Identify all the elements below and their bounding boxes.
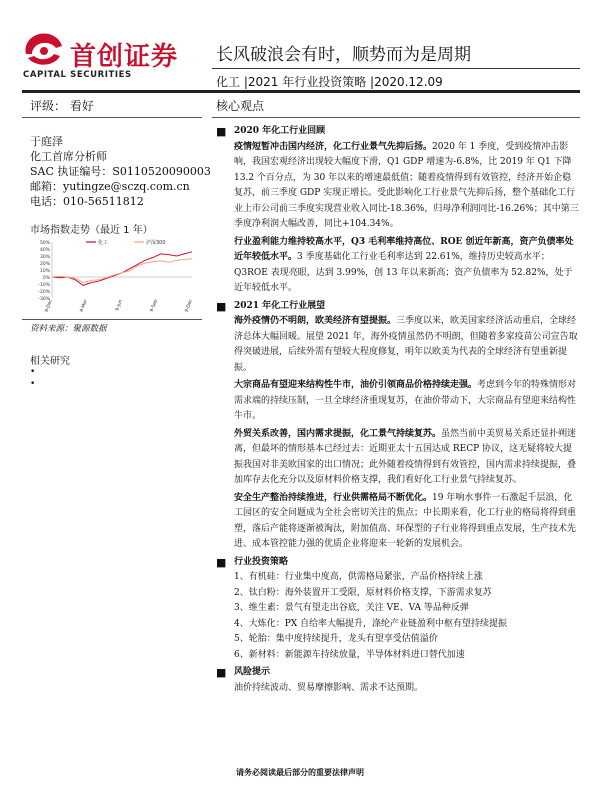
related-item: • [30, 379, 36, 389]
y-tick-label: 0% [42, 276, 50, 281]
chart-divider [22, 319, 202, 320]
related-item: • [30, 367, 36, 377]
core-divider [212, 117, 580, 118]
paragraph: 行业盈利能力维持较高水平，Q3 毛利率维持高位、ROE 创近年新高，资产负债率处近年较低水平。3 季度基础化工行业毛利率达到 22.61%，维持历史较高水平；Q3ROE 表现亮眼，达到 3.99%，创 13 年以来新高；资产负债率为 52.82%，处于近年较低水平。 [234, 236, 574, 293]
strategy-item: 2、钛白粉：海外装置开工受限，原材料价格支撑，下游需求复苏 [234, 587, 492, 598]
section-heading: ■ 2020 年化工行业回顾 [216, 125, 326, 138]
strategy-item: 6、新材料：新能源车持续放量，半导体材料进口替代加速 [234, 649, 465, 660]
paragraph: 大宗商品有望迎来结构性牛市，油价引领商品价格持续走强。考虑到今年的特殊情形对需求端的持续压制，一旦全球经济重现复苏，在油价带动下，大宗商品有望迎来结构性牛市。 [234, 380, 577, 421]
bullet-icon: ■ [216, 666, 227, 679]
x-tick-label: 9-Mar [79, 298, 89, 313]
company-logo [22, 32, 202, 82]
rating: 评级： 看好 [30, 99, 94, 113]
analyst-role: 化工首席分析师 [30, 150, 107, 163]
analyst-email: 邮箱：yutingze@sczq.com.cn [30, 180, 190, 193]
strategy-item: 5、轮胎：集中度持续提升，龙头有望享受估值溢价 [234, 634, 438, 644]
bullet-icon: ■ [216, 555, 227, 569]
section-heading: ■ 2021 年化工行业展望 [216, 299, 326, 313]
strategy-item: 3、维生素：景气有望走出谷底，关注 VE、VA 等品种反弹 [234, 603, 469, 613]
x-tick-label: 9-Dec [184, 298, 194, 314]
paragraph: 外贸关系改善，国内需求提振，化工景气持续复苏。虽然当前中美贸易关系还显扑朔迷离，但最坏的情形基本已经过去：近期亚太十五国达成 RECP 协议，这无疑将较大提振我国对非美欧国家的出口情况；此外随着疫情得到有效管控，国内需求持续提振，叠加库存去化充分以及原材料价格支撑，我们看好化工行业景气持续复苏。 [234, 428, 577, 485]
logo-text-en: CAPITAL SECURITIES [23, 70, 132, 80]
left-divider [22, 117, 202, 118]
x-tick-label: 9-Dec [44, 298, 54, 314]
logo-mark-icon [22, 32, 66, 68]
logo-text-cn: 首创证券 [70, 42, 179, 72]
related-research-title: 相关研究 [30, 356, 70, 367]
paragraph: 海外疫情仍不明朗，欧美经济有望提振。三季度以来，欧美国家经济活动重启，全球经济总体大幅回暖。展望 2021 年，海外疫情虽然仍不明朗，但随着多家疫苗公司宣告取得突破进展，后续外需有望较大程度修复，明年以欧美为代表的全球经济有望重新提振。 [234, 316, 578, 373]
legal-footer: 请务必阅读最后部分的重要法律声明 [236, 767, 364, 777]
x-tick-label: 9-Sep [149, 298, 159, 313]
y-tick-label: 40% [39, 248, 50, 253]
report-title: 长风破浪会有时，顺势而为是周期 [216, 45, 471, 65]
core-views-content [214, 122, 580, 696]
market-index-title: 市场指数走势（最近 1 年） [30, 225, 153, 236]
y-tick-label: -30% [38, 297, 50, 302]
core-views-title: 核心观点 [216, 99, 265, 113]
analyst-sac: SAC 执证编号：S0110520090003 [30, 165, 211, 178]
section-heading: ■ 风险提示 [216, 666, 271, 679]
strategy-item: 1、有机硅：行业集中度高，供需格局紧张，产品价格持续上涨 [234, 572, 483, 582]
related-research-list [30, 366, 35, 390]
bullet-icon: ■ [216, 125, 227, 138]
x-tick-label: 9-Jun [115, 298, 124, 312]
series-line-0 [52, 252, 192, 286]
y-tick-label: -10% [38, 283, 50, 288]
bullet-icon: ■ [216, 299, 227, 313]
strategy-item: 4、大炼化：PX 自给率大幅提升，涤纶产业链盈利中枢有望持续提振 [234, 618, 508, 629]
y-tick-label: 10% [39, 269, 50, 274]
y-tick-label: 30% [39, 255, 50, 260]
paragraph: 疫情短暂冲击国内经济，化工行业景气先抑后扬。2020 年 1 季度，受到疫情冲击影响，我国宏观经济出现较大幅度下滑，Q1 GDP 增速为-6.8%，比 2019 年 Q1 下降 13.2 个百分点，为 30 年以来的增速最低值；随着疫情得到有效管控，经济开始企稳复苏，前三季度 GDP 实现正增长。受此影响化工行业景气先抑后扬，整个基础化工行业上市公司前三季度实现营业收入同比-18.36%，归母净利润同比-16.26%；其中第三季度净利润大幅改善，同比+104.34%。 [234, 141, 579, 229]
risk-item: 油价持续波动、贸易摩擦影响、需求不达预期。 [234, 682, 424, 693]
y-tick-label: 20% [39, 262, 50, 267]
analyst-phone: 电话：010-56511812 [30, 195, 144, 208]
chart-source: 资料来源：聚源数据 [30, 324, 107, 334]
y-tick-label: 50% [39, 241, 50, 246]
analyst-name: 于庭泽 [30, 135, 63, 148]
y-tick-label: -20% [38, 290, 50, 295]
section-heading: ■ 行业投资策略 [216, 555, 289, 569]
legend-label: 沪深300 [146, 240, 166, 246]
header-divider [22, 90, 580, 93]
report-subtitle: 化工 |2021 年行业投资策略 |2020.12.09 [216, 75, 443, 89]
title-divider [212, 68, 580, 69]
legend-label: 化工 [98, 240, 109, 246]
market-index-chart [28, 236, 198, 316]
paragraph: 安全生产整治持续推进，行业供需格局不断优化。19 年响水事件一石激起千层浪，化工园区的安全问题成为全社会密切关注的焦点；中长期来看，化工行业的格局将得到重塑，落后产能将逐渐被淘汰，附加值高、环保型的子行业将得到重点发展，生产技术先进、成本管控能力强的优质企业将迎来一轮新的发展机会。 [234, 492, 577, 549]
analyst-info [30, 134, 211, 209]
